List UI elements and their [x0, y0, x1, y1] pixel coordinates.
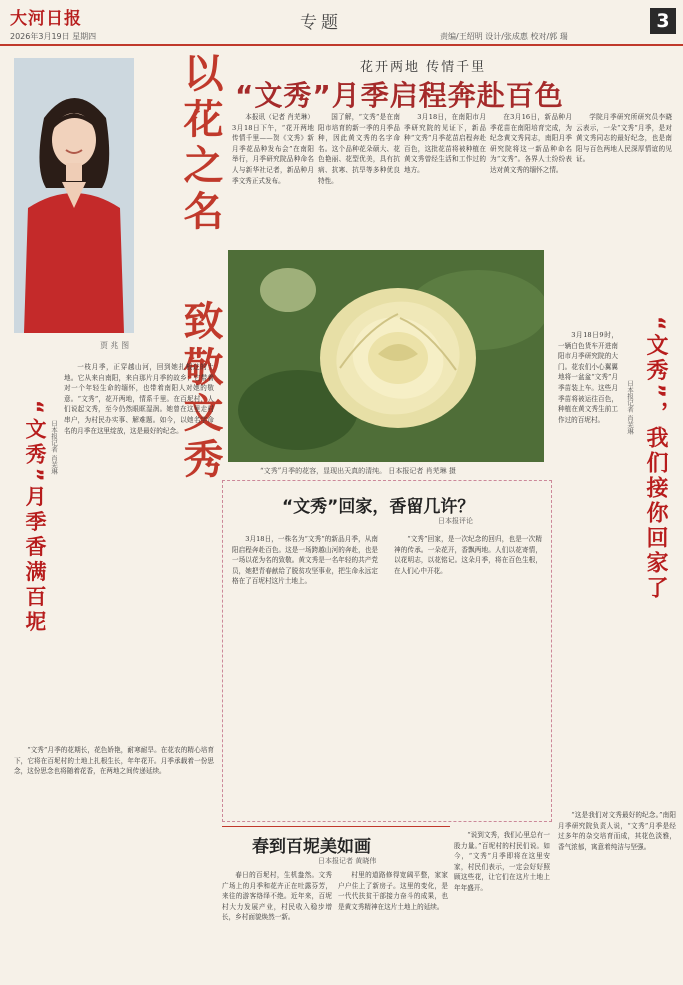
feature-column-3-text: 3月18日，在南阳市月季研究院的见证下，新品种“文秀”月季花苗启程奔赴百色，这批花苗将被种植在黄文秀曾经生活和工作过的地方。 [404, 113, 486, 174]
feature-kicker: 花开两地 传情千里 [360, 60, 487, 75]
right-story-body-2 [558, 810, 676, 975]
center-story-body-text: 3月18日，一株名为“文秀”的新品月季，从南阳启程奔赴百色。这是一场跨越山河的奔赴，也是一场以花为名的致敬。黄文秀是一名年轻的共产党员，她把青春献给了脱贫攻坚事业，把生命永远定格在了百坭村这片土地上。 [232, 535, 378, 586]
center-story-title: “文秀”回家，香留几许？ [282, 497, 475, 517]
right-story-body [558, 330, 618, 800]
bottom-story-body-text: 春日的百坭村，生机盎然。文秀广场上的月季和花卉正在吐露芬芳，来往的游客络绎不绝。近年来，百坭村大力发展产业，村民收入稳步增长，乡村面貌焕然一新。 [222, 871, 332, 922]
side-story-left-body [64, 362, 214, 742]
right-story-body-3-text: “说到文秀，我们心里总有一股力量。”百坭村的村民们说。如今，“文秀”月季即将在这里安家，村民们表示，一定会好好照顾这些花，让它们在这片土地上年年盛开。 [454, 831, 550, 892]
photo-credit: 贾 兆 图 [100, 341, 130, 350]
bottom-story-body [222, 870, 332, 975]
feature-vertical-title-1: 以花之名 [177, 52, 223, 236]
dateline: 2026年3月19日 星期四 [10, 32, 97, 41]
bottom-story-body-2 [338, 870, 448, 975]
feature-column-5-text: 学院月季研究所研究员李晓云表示，一朵“文秀”月季，是对黄文秀同志的最好纪念，也是南阳与百色两地人民深厚情谊的见证。 [576, 113, 672, 164]
center-story-body-2-text: “文秀”回家，是一次纪念的回归，也是一次精神的传承。一朵花开，香飘两地。人们以花寄情，以花明志，以花铭记。这朵月季，将在百色生根，在人们心中开花。 [394, 535, 542, 575]
feature-column-1-text: 本报讯（记者 肖芜琳）3月18日下午，“花开两地 传情千里——贺《文秀》新月季花品种发布会”在南阳举行，月季研究院品种命名人与新华社记者，新品种月季文秀正式发布。 [232, 113, 314, 185]
feature-column-4 [490, 112, 572, 246]
right-story-body-3 [454, 830, 550, 975]
rose-photo [228, 250, 544, 462]
bottom-story-byline: 日本报记者 黄晓伟 [318, 857, 377, 865]
right-story-side-title: “文秀”，我们接你回家了 [643, 316, 668, 601]
side-story-left-title: “文秀”月季香满百坭 [23, 400, 47, 636]
page-number-badge: 3 [650, 8, 676, 34]
editor-credits: 责编/王绍明 设计/张成惠 校对/郭 瑞 [440, 32, 568, 41]
portrait-photo [14, 58, 134, 333]
side-story-left-byline: 日本报记者 肖芜琳 [50, 420, 58, 475]
feature-column-5 [576, 112, 672, 312]
bottom-story-title: 春到百坭美如画 [252, 837, 371, 857]
right-story-body-2-text: “这是我们对文秀最好的纪念。”南阳月季研究院负责人说，“文秀”月季是经过多年的杂交培育而成，其花色淡雅，香气浓郁，寓意着纯洁与坚强。 [558, 811, 676, 851]
section-label: 专题 [300, 13, 342, 33]
feature-column-4-text: 在3月16日，新品种月季花苗在南阳培育完成，为纪念黄文秀同志，南阳月季研究院将这一新品种命名为“文秀”。各界人士纷纷表达对黄文秀的缅怀之情。 [490, 113, 572, 174]
rose-caption: “文秀”月季的花容，显现出天真的清纯。 日本报记者 肖芜琳 摄 [260, 467, 456, 475]
feature-headline: “文秀”月季启程奔赴百色 [235, 79, 564, 112]
feature-column-1 [232, 112, 314, 246]
center-story-byline: 日本报评论 [438, 517, 473, 525]
bottom-story-rule [222, 826, 450, 827]
rose-illustration [228, 250, 544, 462]
right-story-body-text: 3月18日9时，一辆白色货车开进南阳市月季研究院的大门。花农们小心翼翼地将一盆盆“文秀”月季苗装上车。这些月季苗将被运往百色，种植在黄文秀生前工作过的百坭村。 [558, 331, 618, 424]
right-story-byline: 日本报记者 肖芜琳 [626, 380, 634, 435]
newspaper-logo: 大河日报 [10, 9, 82, 29]
side-story-left-body-text: 一枝月季，正穿越山河，回到她扎根过的土地。它从来自南阳，来自那片月季的故乡；它带着对一个年轻生命的缅怀，也带着南阳人对她的敬意。“文秀”，花开两地，情系千里。在百坭村，人们说起文秀，至今仍然眼眶湿润。她曾在这里走村串户，为村民办实事、解难题。如今，以她名字命名的月季在这里绽放，这是最好的纪念。 [64, 363, 214, 435]
center-story-body [232, 534, 378, 816]
bottom-story-body-2-text: 村里的道路修得宽阔平整，家家户户住上了新房子。这里的变化，是一代代扶贫干部接力奋斗的成果，也是黄文秀精神在这片土地上的延续。 [338, 871, 448, 911]
side-story-left-body-2 [14, 745, 214, 970]
side-story-left-body-2-text: “文秀”月季的花期长，花色娇艳，耐寒耐旱。在花农的精心培育下，它将在百坭村的土地上扎根生长，年年花开。月季承载着一份思念，这份思念也将随着花香，在两地之间传递延续。 [14, 746, 214, 776]
feature-column-2 [318, 112, 400, 246]
portrait-illustration [14, 58, 134, 333]
feature-column-2-text: 国了解，“文秀”是在南阳市培育的新一季的月季品种，因此黄文秀的名字命名。这个品种花朵硕大、花色艳丽、花型优美，具有抗病、抗寒、抗旱等多种优良特性。 [318, 113, 400, 185]
feature-column-3 [404, 112, 486, 246]
center-story-body-2 [394, 534, 542, 816]
feature-vertical-title-2: 致敬文秀 [177, 300, 223, 484]
